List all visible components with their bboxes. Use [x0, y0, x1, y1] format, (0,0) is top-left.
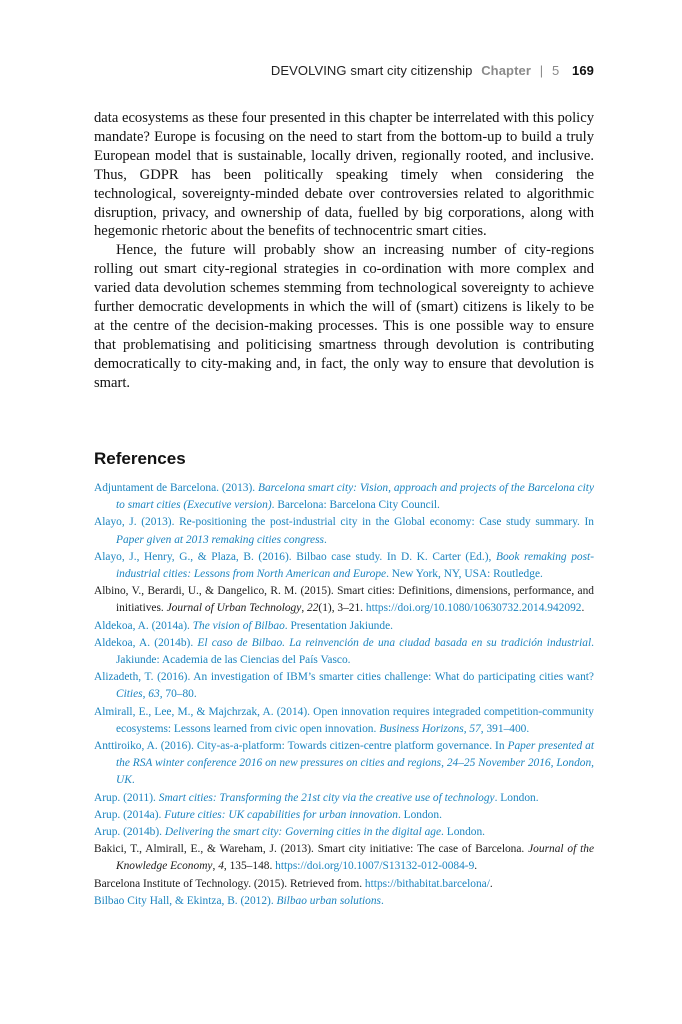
body-text [94, 109, 594, 393]
reference-text: 22 [307, 602, 319, 615]
reference-text: Delivering the smart city: Governing cities in the digital age [164, 826, 442, 839]
reference-text: . [489, 877, 493, 890]
reference-text: , [212, 860, 219, 873]
reference-text: . [131, 774, 135, 787]
reference-text: , [142, 688, 149, 701]
reference-text: , 135–148. [223, 860, 276, 873]
reference-text: Journal of the Knowledge Economy [116, 843, 595, 873]
references-heading: References [94, 449, 186, 468]
reference-text: , 70–80. [159, 688, 197, 701]
reference-entry [94, 790, 594, 807]
reference-text: Paper presented at the RSA winter conference 2016 on new pressures on cities and regions, 24–25 November 2016, London, UK [116, 740, 594, 787]
reference-text: . [380, 894, 384, 907]
reference-text: , 391–400. [480, 722, 530, 735]
reference-entry [94, 549, 594, 583]
doi-link[interactable]: https://bithabitat.barcelona/ [364, 877, 490, 890]
running-title: DEVOLVING smart city citizenship [270, 63, 473, 78]
reference-text: Arup. (2011). [94, 791, 159, 804]
reference-text: Alayo, J., Henry, G., & Plaza, B. (2016). Bilbao case study. In D. K. Carter (Ed.), [94, 550, 496, 563]
reference-text: . London. [397, 808, 442, 821]
reference-text: . [581, 602, 585, 615]
body-paragraph: Hence, the future will probably show an increasing number of city-regions rolling out smart city-regional strategies in co-ordination with more complex and varied data devolution schemes stemming from technological sovereignty to achieve further democratic developments in which the will of (smart) citizens is likely to be at the centre of the decision-making processes. This is one possible way to ensure that problematising and politicising smartness through devolution is contributing democratically to city-making and, in fact, the only way to ensure that devolution is smart. [94, 242, 594, 391]
chapter-number: 5 [551, 63, 560, 78]
reference-text: Arup. (2014b). [94, 826, 165, 839]
reference-text: 63 [148, 688, 160, 701]
reference-text: . New York, NY, USA: Routledge. [386, 568, 543, 581]
reference-text: Bilbao urban solutions [276, 894, 381, 907]
reference-entry [94, 841, 594, 875]
reference-text: . Jakiunde: Academia de las Ciencias del País Vasco. [116, 636, 594, 667]
reference-entry [94, 807, 594, 824]
doi-link[interactable]: https://doi.org/10.1007/S13132-012-0084-9 [275, 860, 475, 873]
reference-entry [94, 876, 594, 893]
reference-entry [94, 618, 594, 635]
reference-text: 57 [469, 722, 481, 735]
reference-entry [94, 583, 594, 617]
reference-entry [94, 824, 594, 841]
reference-text: Journal of Urban Technology [166, 602, 302, 615]
reference-entry [94, 514, 594, 548]
reference-entry [94, 893, 594, 910]
reference-list [94, 480, 594, 910]
reference-text: (1), 3–21. [318, 602, 366, 615]
reference-text: Aldekoa, A. (2014b). [94, 636, 198, 649]
reference-text: Albino, V., Berardi, U., & Dangelico, R. M. (2015). Smart cities: Definitions, dimensions, performance, and initiatives. [94, 585, 594, 615]
reference-text: Future cities: UK capabilities for urban innovation [164, 808, 398, 821]
reference-entry [94, 635, 594, 669]
reference-text: Bilbao City Hall, & Ekintza, B. (2012). [94, 894, 277, 907]
page-number: 169 [572, 63, 594, 78]
reference-text: , [463, 722, 470, 735]
reference-text: The vision of Bilbao [192, 619, 285, 632]
reference-text: . [323, 533, 327, 546]
reference-text: . London. [494, 791, 539, 804]
reference-text: . London. [441, 826, 486, 839]
reference-entry [94, 480, 594, 514]
reference-text: , [301, 602, 308, 615]
reference-text: Alayo, J. (2013). Re-positioning the post-industrial city in the Global economy: Case study summary. In [94, 516, 594, 529]
reference-text: Smart cities: Transforming the 21st city via the creative use of technology [158, 791, 495, 804]
reference-entry [94, 738, 594, 790]
reference-text: . Barcelona: Barcelona City Council. [271, 499, 440, 512]
reference-text: Barcelona smart city: Vision, approach and projects of the Barcelona city to smart cities (Executive version) [116, 482, 594, 512]
reference-text: Alizadeth, T. (2016). An investigation of IBM’s smarter cities challenge: What do participating cities want? [94, 671, 594, 684]
reference-text: El caso de Bilbao. La reinvención de una ciudad basada en su tradición industrial [197, 636, 592, 649]
chapter-label: Chapter [481, 63, 532, 78]
reference-text: Book remaking post-industrial cities: Lessons from North American and Europe [116, 550, 594, 581]
reference-text: Arup. (2014a). [94, 808, 165, 821]
reference-text: 4 [218, 860, 224, 873]
header-separator: | [539, 63, 544, 78]
reference-entry [94, 704, 594, 738]
reference-text: Almirall, E., Lee, M., & Majchrzak, A. (2014). Open innovation requires integraded competition-community ecosystems: Lessons learned from civic open innovation. [94, 705, 594, 735]
reference-text: . Presentation Jakiunde. [284, 619, 393, 632]
reference-entry [94, 669, 594, 703]
reference-text: Barcelona Institute of Technology. (2015). Retrieved from. [94, 877, 365, 890]
reference-text: Anttiroiko, A. (2016). City-as-a-platform: Towards citizen-centre platform governance. In [94, 740, 508, 753]
body-paragraph: data ecosystems as these four presented in this chapter be interrelated with this policy mandate? Europe is focusing on the need to start from the bottom-up to build a truly European model that is sustainable, locally driven, regionally rooted, and inclusive. Thus, GDPR has been politically speaking timely when considering the technological, sovereignty-minded debate over controversies related to algorithmic disruption, privacy, and ownership of data, fuelled by big corporations, along with hegemonic rhetoric about the benefits of technocentric smart cities. [94, 110, 594, 240]
reference-text: Adjuntament de Barcelona. (2013). [94, 482, 258, 494]
running-header [271, 63, 594, 78]
reference-text: Bakici, T., Almirall, E., & Wareham, J. (2013). Smart city initiative: The case of Barcelona. [94, 843, 529, 856]
doi-link[interactable]: https://doi.org/10.1080/10630732.2014.942092 [365, 602, 582, 615]
reference-text: Paper given at 2013 remaking cities congress [116, 533, 324, 546]
reference-text: Cities [116, 688, 143, 701]
reference-text: Business Horizons [379, 722, 464, 735]
reference-text: . [474, 860, 478, 873]
reference-text: Aldekoa, A. (2014a). [94, 619, 193, 632]
